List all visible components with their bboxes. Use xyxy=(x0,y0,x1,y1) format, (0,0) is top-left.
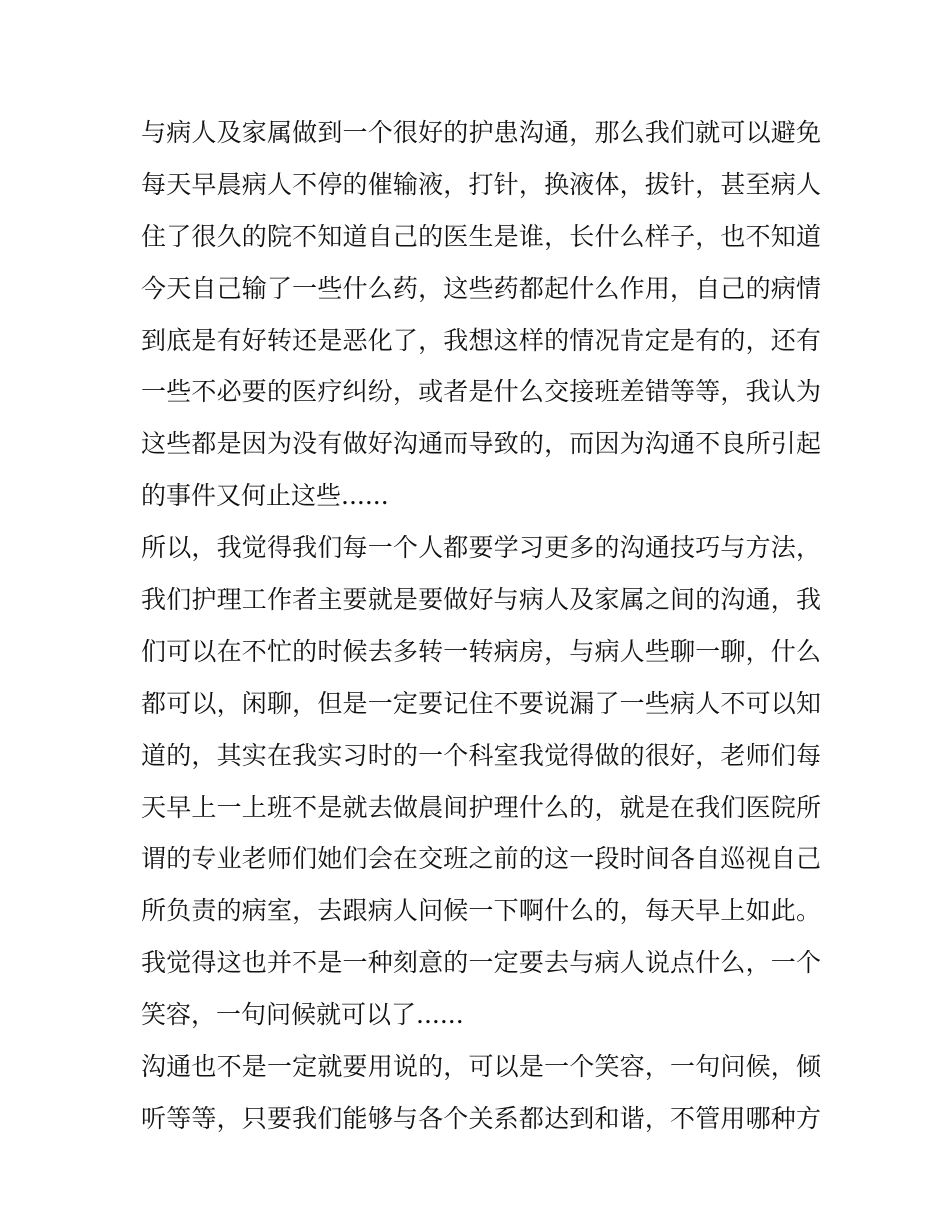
text-line: 天早上一上班不是就去做晨间护理什么的，就是在我们医院所 xyxy=(141,792,821,822)
text-line: 沟通也不是一定就要用说的，可以是一个笑容，一句问候，倾 xyxy=(141,1052,821,1082)
body-text xyxy=(141,107,821,1145)
paragraph-2 xyxy=(141,522,821,1041)
text-line: 今天自己输了一些什么药，这些药都起什么作用，自己的病情 xyxy=(141,273,821,303)
text-line: 这些都是因为没有做好沟通而导致的，而因为沟通不良所引起 xyxy=(141,429,821,459)
text-line: 道的，其实在我实习时的一个科室我觉得做的很好，老师们每 xyxy=(141,740,821,770)
text-line: 听等等，只要我们能够与各个关系都达到和谐，不管用哪种方 xyxy=(141,1103,821,1133)
text-line: 每天早晨病人不停的催输液，打针，换液体，拔针，甚至病人 xyxy=(141,169,821,199)
text-line: 我觉得这也并不是一种刻意的一定要去与病人说点什么，一个 xyxy=(141,948,821,978)
text-line: 我们护理工作者主要就是要做好与病人及家属之间的沟通，我 xyxy=(141,585,821,615)
text-line: 一些不必要的医疗纠纷，或者是什么交接班差错等等，我认为 xyxy=(141,377,821,407)
text-line: 都可以，闲聊，但是一定要记住不要说漏了一些病人不可以知 xyxy=(141,688,821,718)
text-line: 笑容，一句问候就可以了...... xyxy=(141,1000,464,1030)
text-line: 与病人及家属做到一个很好的护患沟通，那么我们就可以避免 xyxy=(141,118,821,147)
text-line: 的事件又何止这些...... xyxy=(141,481,389,511)
text-line: 到底是有好转还是恶化了，我想这样的情况肯定是有的，还有 xyxy=(141,325,821,355)
text-line: 所负责的病室，去跟病人问候一下啊什么的，每天早上如此。 xyxy=(141,896,821,926)
text-line: 谓的专业老师们她们会在交班之前的这一段时间各自巡视自己 xyxy=(141,844,821,874)
paragraph-3 xyxy=(141,1041,821,1145)
paragraph-1 xyxy=(141,107,821,522)
text-line: 住了很久的院不知道自己的医生是谁，长什么样子，也不知道 xyxy=(141,221,821,251)
text-line: 们可以在不忙的时候去多转一转病房，与病人些聊一聊，什么 xyxy=(141,636,821,666)
text-line: 所以，我觉得我们每一个人都要学习更多的沟通技巧与方法， xyxy=(141,533,821,563)
